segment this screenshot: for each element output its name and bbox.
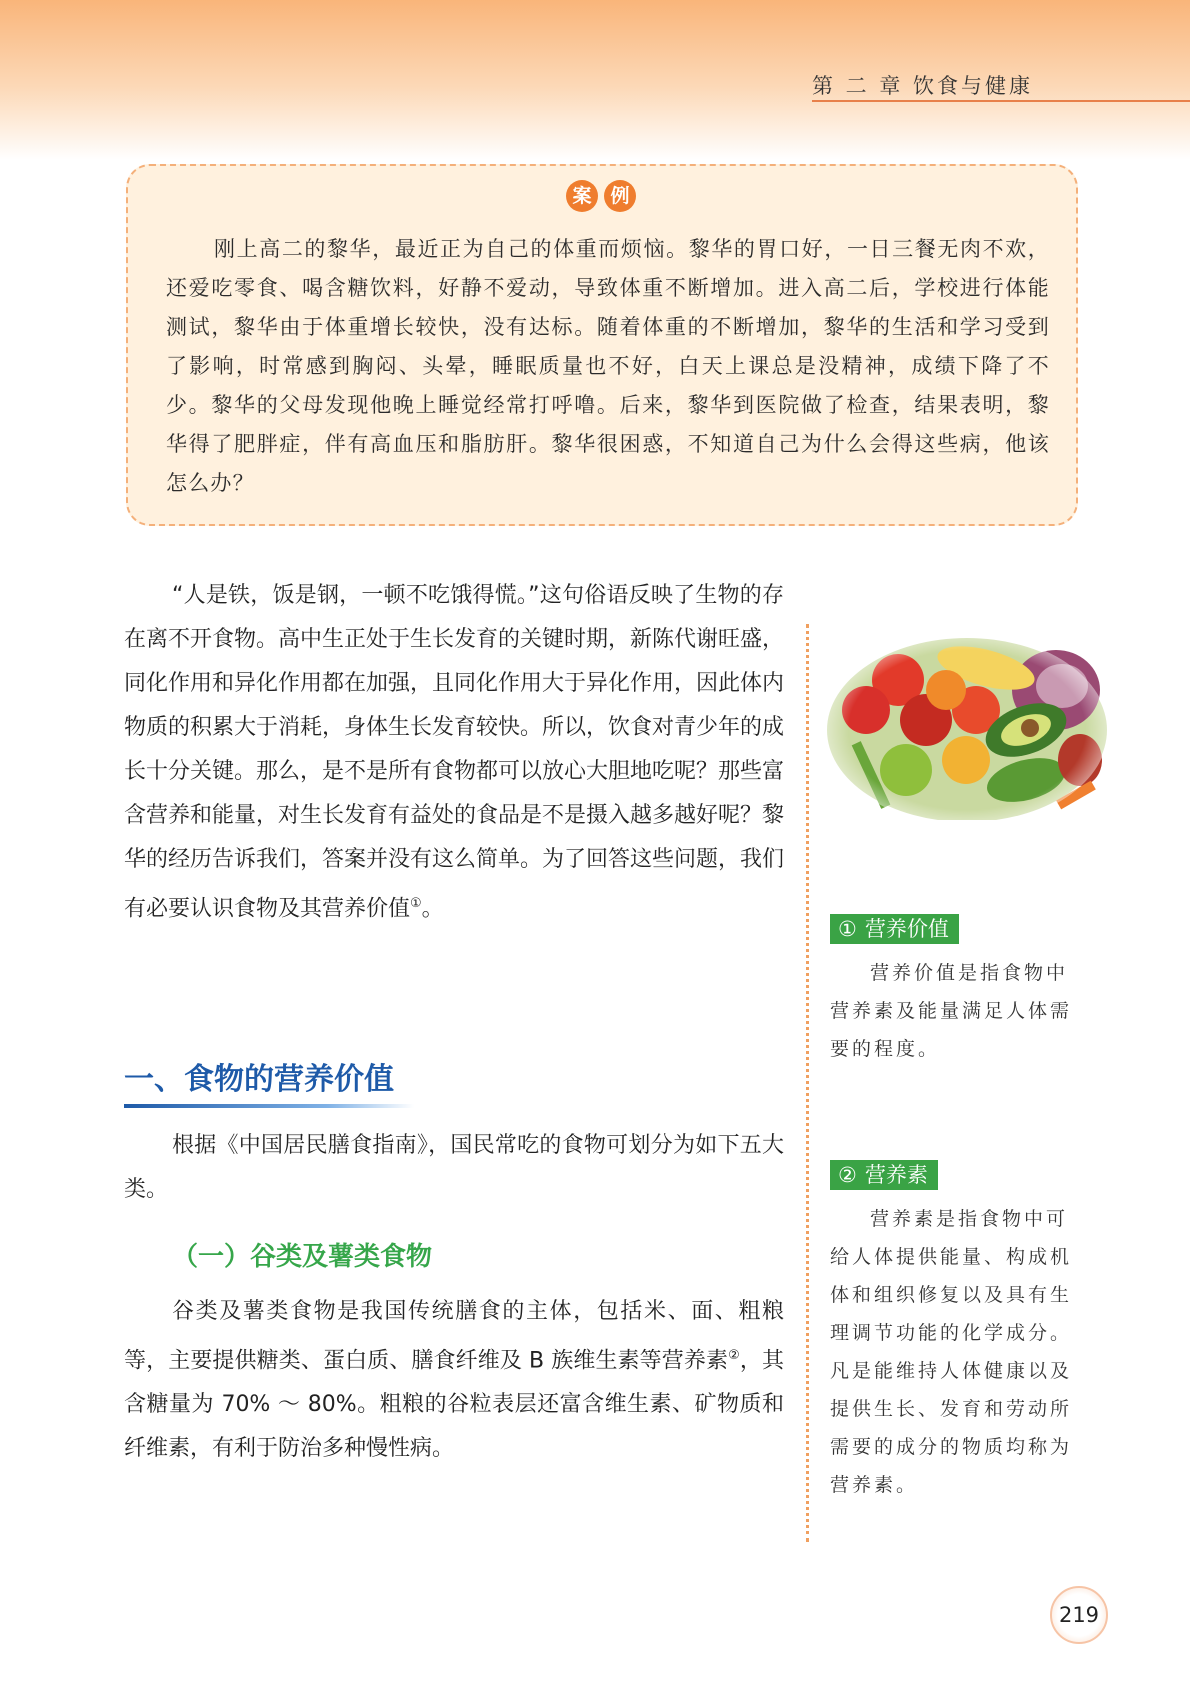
section-underline	[124, 1104, 414, 1108]
vegetables-photo	[826, 630, 1108, 820]
intro-paragraph	[124, 574, 784, 931]
case-title	[566, 180, 636, 212]
footnote-mark[interactable]: ②	[728, 1348, 740, 1363]
subsection-text-end: ，其含糖量为 70% ～ 80%。粗粮的谷粒表层还富含维生素、矿物质和纤维素，有利于防治多种慢性病。	[124, 1348, 784, 1462]
note-label-1	[830, 914, 959, 944]
subsection-paragraph	[124, 1290, 784, 1471]
intro-text: “人是铁，饭是钢，一顿不吃饿得慌。”这句俗语反映了生物的存在离不开食物。高中生正处于生长发育的关键时期，新陈代谢旺盛，同化作用和异化作用都在加强，且同化作用大于异化作用，因此体内物质的积累大于消耗，身体生长发育较快。所以，饮食对青少年的成长十分关键。那么，是不是所有食物都可以放心大胆地吃呢？那些富含营养和能量，对生长发育有益处的食品是不是摄入越多越好呢？黎华的经历告诉我们，答案并没有这么简单。为了回答这些问题，我们有必要认识食物及其营养价值	[124, 583, 785, 922]
note-text-2: 营养素是指食物中可给人体提供能量、构成机体和组织修复以及具有生理调节功能的化学成分。凡是能维持人体健康以及提供生长、发育和劳动所需要的成分的物质均称为营养素。	[830, 1208, 1073, 1496]
footnote-mark[interactable]: ①	[410, 896, 422, 911]
section-heading: 一、食物的营养价值	[124, 1062, 394, 1097]
intro-end: 。	[421, 896, 444, 922]
page-number: 219	[1050, 1586, 1108, 1644]
note-label-2	[830, 1160, 938, 1190]
note-label-text: 营养价值	[864, 917, 949, 941]
case-title-char: 案	[566, 180, 598, 212]
subsection-text: 谷类及薯类食物是我国传统膳食的主体，包括米、面、粗粮等，主要提供糖类、蛋白质、膳食纤维及 B 族维生素等营养素	[124, 1299, 784, 1374]
section-paragraph: 根据《中国居民膳食指南》，国民常吃的食物可划分为如下五大类。	[124, 1133, 784, 1202]
note-label-text: 营养素	[864, 1163, 928, 1187]
chapter-rule	[812, 100, 1190, 102]
sidebar-divider	[806, 624, 809, 1542]
note-mark: ②	[838, 1163, 857, 1187]
note-mark: ①	[838, 917, 857, 941]
subsection-heading: （一）谷类及薯类食物	[172, 1242, 433, 1272]
case-title-char: 例	[604, 180, 636, 212]
chapter-header: 第 二 章 饮食与健康	[812, 74, 1034, 98]
case-text: 刚上高二的黎华，最近正为自己的体重而烦恼。黎华的胃口好，一日三餐无肉不欢，还爱吃零食、喝含糖饮料，好静不爱动，导致体重不断增加。进入高二后，学校进行体能测试，黎华由于体重增长较快，没有达标。随着体重的不断增加，黎华的生活和学习受到了影响，时常感到胸闷、头晕，睡眠质量也不好，白天上课总是没精神，成绩下降了不少。黎华的父母发现他晚上睡觉经常打呼噜。后来，黎华到医院做了检查，结果表明，黎华得了肥胖症，伴有高血压和脂肪肝。黎华很困惑，不知道自己为什么会得这些病，他该怎么办？	[166, 237, 1050, 495]
note-text-1: 营养价值是指食物中营养素及能量满足人体需要的程度。	[830, 962, 1073, 1060]
